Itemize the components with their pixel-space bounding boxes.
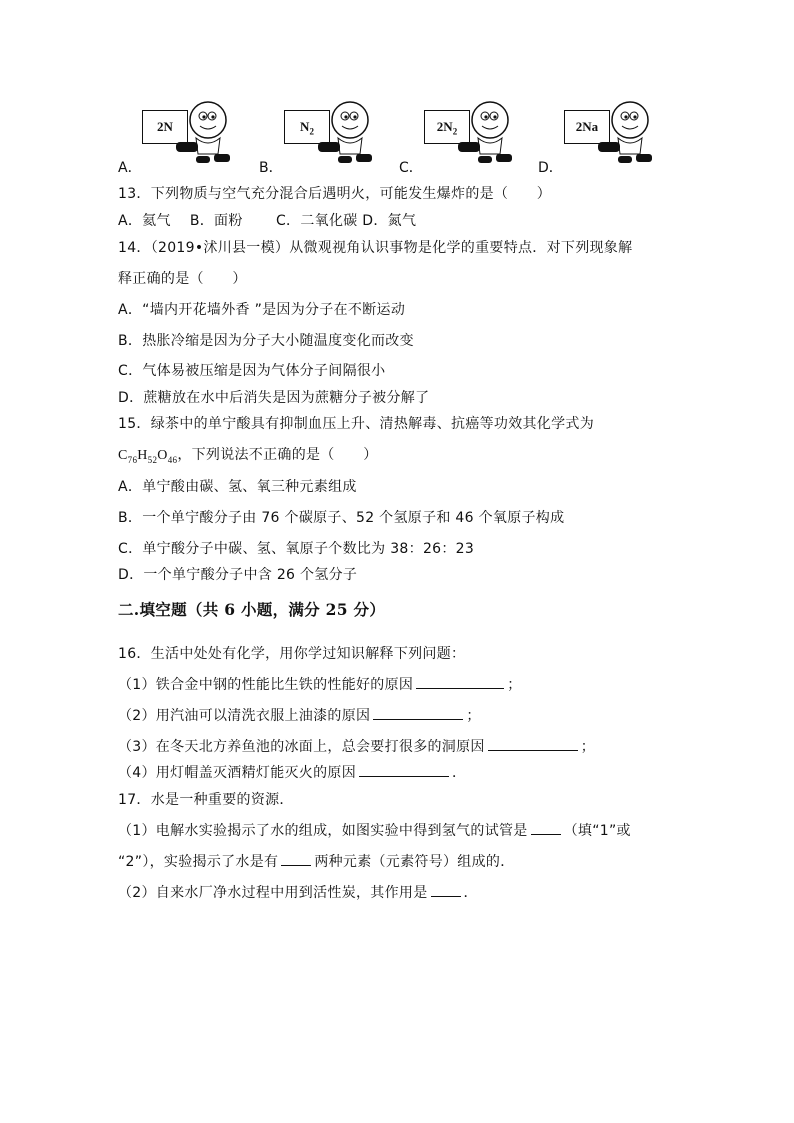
formula-box: $2N_2$ bbox=[424, 110, 470, 144]
q15-stem-line1: 15．绿茶中的单宁酸具有抑制血压上升、清热解毒、抗癌等功效其化学式为 bbox=[118, 416, 595, 432]
answer-blank[interactable] bbox=[373, 706, 463, 720]
section-heading: 二.填空题（共 6 小题，满分 25 分） bbox=[118, 600, 386, 619]
answer-blank[interactable] bbox=[281, 852, 311, 866]
option-b-label: B． bbox=[259, 160, 283, 176]
cartoon-character-icon bbox=[592, 98, 662, 166]
q17-part1-line1: （1）电解水实验揭示了水的组成，如图实验中得到氢气的试管是 （填“1”或 bbox=[118, 823, 631, 839]
option-c-label: C． bbox=[399, 160, 423, 176]
formula-box: $N_2$ bbox=[284, 110, 330, 144]
cartoon-character-icon bbox=[170, 98, 240, 166]
q13-options: A．氦气 B．面粉 C．二氧化碳 D．氮气 bbox=[118, 213, 417, 229]
q15-stem-line2: $C_{76}H_{52}O_{46}$，下列说法不正确的是（ ） bbox=[118, 447, 378, 465]
q16-part1: （1）铁合金中钢的性能比生铁的性能好的原因 ； bbox=[118, 677, 522, 693]
q14-option-b: B．热胀冷缩是因为分子大小随温度变化而改变 bbox=[118, 333, 414, 349]
cartoon-character-icon bbox=[312, 98, 382, 166]
q14-option-c: C．气体易被压缩是因为气体分子间隔很小 bbox=[118, 363, 386, 379]
answer-blank[interactable] bbox=[359, 763, 449, 777]
q16-part2: （2）用汽油可以清洗衣服上油漆的原因 ； bbox=[118, 708, 481, 724]
answer-blank[interactable] bbox=[431, 883, 461, 897]
q15-option-a: A．单宁酸由碳、氢、氧三种元素组成 bbox=[118, 479, 357, 495]
answer-blank[interactable] bbox=[531, 821, 561, 835]
chemical-formula: $C_{76}H_{52}O_{46}$ bbox=[118, 448, 178, 465]
q16-part3: （3）在冬天北方养鱼池的冰面上，总会要打很多的洞原因 ； bbox=[118, 739, 596, 755]
q14-stem-line1: 14．（2019•沭川县一模）从微观视角认识事物是化学的重要特点．对下列现象解 bbox=[118, 240, 633, 256]
option-d-label: D． bbox=[538, 160, 563, 176]
q16-part4: （4）用灯帽盖灭酒精灯能灭火的原因 ． bbox=[118, 765, 467, 781]
q14-stem-line2: 释正确的是（ ） bbox=[118, 271, 247, 287]
q13-stem: 13．下列物质与空气充分混合后遇明火，可能发生爆炸的是（ ） bbox=[118, 186, 552, 202]
formula-box: 2Na bbox=[564, 110, 610, 144]
q17-part2: （2）自来水厂净水过程中用到活性炭，其作用是 ． bbox=[118, 885, 478, 901]
option-c-figure bbox=[412, 98, 542, 166]
answer-blank[interactable] bbox=[416, 675, 504, 689]
option-b-figure bbox=[272, 98, 402, 166]
option-a-label: A． bbox=[118, 160, 142, 176]
q15-option-c: C．单宁酸分子中碳、氢、氧原子个数比为 38：26：23 bbox=[118, 541, 475, 557]
q14-option-a: A．“墙内开花墙外香 ”是因为分子在不断运动 bbox=[118, 302, 406, 318]
q17-part1-line2: “2”），实验揭示了水是有 两种元素（元素符号）组成的． bbox=[118, 854, 515, 870]
q16-stem: 16．生活中处处有化学，用你学过知识解释下列问题： bbox=[118, 646, 466, 662]
answer-blank[interactable] bbox=[488, 737, 578, 751]
option-a-figure bbox=[130, 98, 260, 166]
q15-option-b: B．一个单宁酸分子由 76 个碳原子、52 个氢原子和 46 个氧原子构成 bbox=[118, 510, 565, 526]
formula-box: 2N bbox=[142, 110, 188, 144]
q14-option-d: D．蔗糖放在水中后消失是因为蔗糖分子被分解了 bbox=[118, 390, 430, 406]
cartoon-character-icon bbox=[452, 98, 522, 166]
q17-stem: 17．水是一种重要的资源． bbox=[118, 792, 294, 808]
option-d-figure bbox=[552, 98, 682, 166]
q15-option-d: D．一个单宁酸分子中含 26 个氢分子 bbox=[118, 567, 358, 583]
